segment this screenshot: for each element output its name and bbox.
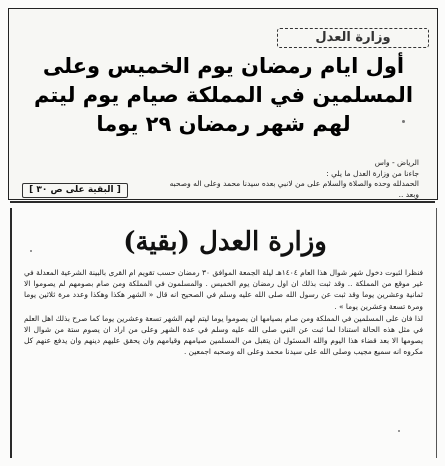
headline: أول ايام رمضان يوم الخميس وعلى المسلمين في المملكة صيام يوم ليتم لهم شهر رمضان ٢٩ يوما: [33, 54, 414, 136]
paragraph: فنظرا لثبوت دخول شهر شوال هذا العام ١٤٠٤هـ ليلة الجمعة الموافق ٣٠ رمضان حسب تقويم ام القرى بالبينة الشرعية المعدلة في غير موقع من المملكة .. وقد ثبت بذلك ان اول رمضان يوم الخميس . والمسلمون في المملكة ومن صام بصومهم لم يصوموا الا ثمانية وعشرين يوما وقد ثبت عن رسول الله صلى الله عليه وسلم في الصحيح انه قال « الشهر هكذا وهكذا وعدد مرة ثلاثين يوما ومرة تسعة وعشرين يوما » .: [24, 268, 424, 311]
article-body: [24, 267, 423, 359]
print-speck: [402, 120, 405, 123]
lead-line: وبعد ..: [398, 189, 419, 199]
paragraph: لذا فان على المسلمين في المملكة ومن صام بصيامها ان يصوموا يوما ليتم لهم الشهر تسعة وعشرين يوما كما صرح بذلك اهل العلم في مثل هذه الحالة استنادا لما ثبت عن النبي صلى الله عليه وسلم في عدة الشهر وعلى من اراد ان يصوم ستة من شوال الا يصومها الا بعد قضاء هذا اليوم والله المسئول ان يتقبل من المسلمين صيامهم وقيامهم وان يحقق عليهم دينهم وان يدفع عنهم كل مكروه انه سميع مجيب وصلى الله على سيدنا محمد وعلى اله وصحبه اجمعين .: [24, 313, 423, 357]
print-speck: [30, 250, 32, 252]
ministry-label: وزارة العدل: [277, 28, 429, 48]
dateline: الرياض - واس: [374, 158, 419, 167]
print-speck: [398, 430, 400, 432]
lead-line: جاءنا من وزارة العدل ما يلي :: [326, 168, 419, 178]
continued-label: [ البقية على ص ٣٠ ]: [22, 183, 128, 198]
lead-line: الحمدلله وحده والصلاة والسلام على من لانبي بعده سيدنا محمد وعلى اله وصحبه: [169, 179, 419, 188]
section-title: وزارة العدل (بقية): [123, 227, 327, 257]
divider: [10, 201, 435, 203]
